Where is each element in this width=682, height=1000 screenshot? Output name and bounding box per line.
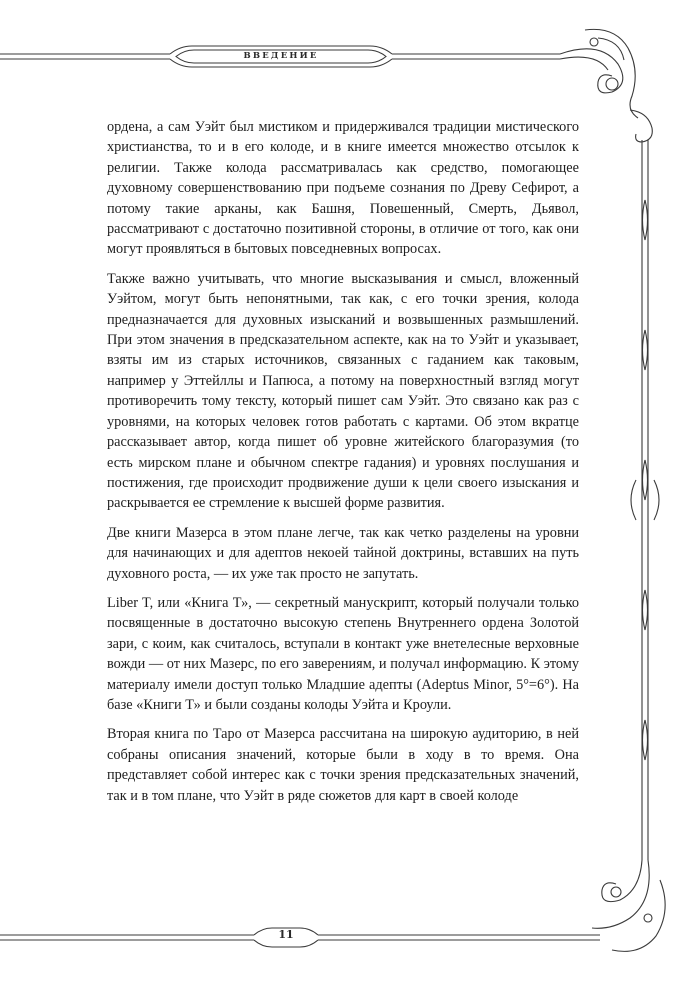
- paragraph: Liber T, или «Книга Т», — секретный манускрипт, который получали только посвященные в достаточно высокую степень Внутреннего ордена Золотой зари, с коим, как считалось, вступали в контакт уже внетелесные верховные вожди — от них Мазерс, по его заверениям, и получал информацию. К этому материалу имели доступ только Младшие адепты (Adeptus Minor, 5°=6°). На базе «Книги Т» и были созданы колоды Уэйта и Кроули.: [107, 594, 579, 713]
- body-text: [107, 117, 579, 815]
- chapter-header: ВВЕДЕНИЕ: [243, 51, 319, 61]
- paragraph: Вторая книга по Таро от Мазерса рассчитана на широкую аудиторию, в ней собраны описания значений, которые были в ходу в то время. Она представляет собой интерес как с точки зрения предсказательных значений, так и в том плане, что Уэйт в ряде сюжетов для карт в своей колоде: [107, 726, 579, 804]
- paragraph: Две книги Мазерса в этом плане легче, так как четко разделены на уровни для начинающих и для адептов некоей тайной доктрины, вставших на путь духовного роста, — их уже так просто не запутать.: [107, 524, 579, 582]
- paragraph: Также важно учитывать, что многие высказывания и смысл, вложенный Уэйтом, могут быть непонятными, так как, с его точки зрения, колода предназначается для духовных изысканий и возвышенных размышлений. При этом значения в предсказательном аспекте, как на то Уэйт и указывает, взяты им из старых источников, связанных с гаданием как таковым, например у Эттейллы и Папюса, а потому на поверхностный взгляд могут противоречить тому тексту, который пишет сам Уэйт. Это связано как раз с уровнями, на которых человек готов работать с картами. Об этом вкратце рассказывает автор, когда пишет об уровне житейского благоразумия (то есть мирском плане и обычном спектре гадания) и уровнях послушания и постижения, где происходит продвижение души к цели своего изыскания и раскрывается ее стремление к высшей форме развития.: [107, 270, 579, 512]
- paragraph: ордена, а сам Уэйт был мистиком и придерживался традиции мистического христианства, то и в его колоде, и в книге имеется множество отсылок к религии. Также колода рассматривалась как средство, помогающее духовному совершенствованию при подъеме сознания по Древу Сефирот, а потому такие арканы, как Башня, Повешенный, Смерть, Дьявол, рассматривают с достаточно позитивной стороны, в отличие от того, как они могут проявляться в бытовых повседневных вопросах.: [107, 119, 579, 258]
- page-number: 11: [278, 928, 294, 941]
